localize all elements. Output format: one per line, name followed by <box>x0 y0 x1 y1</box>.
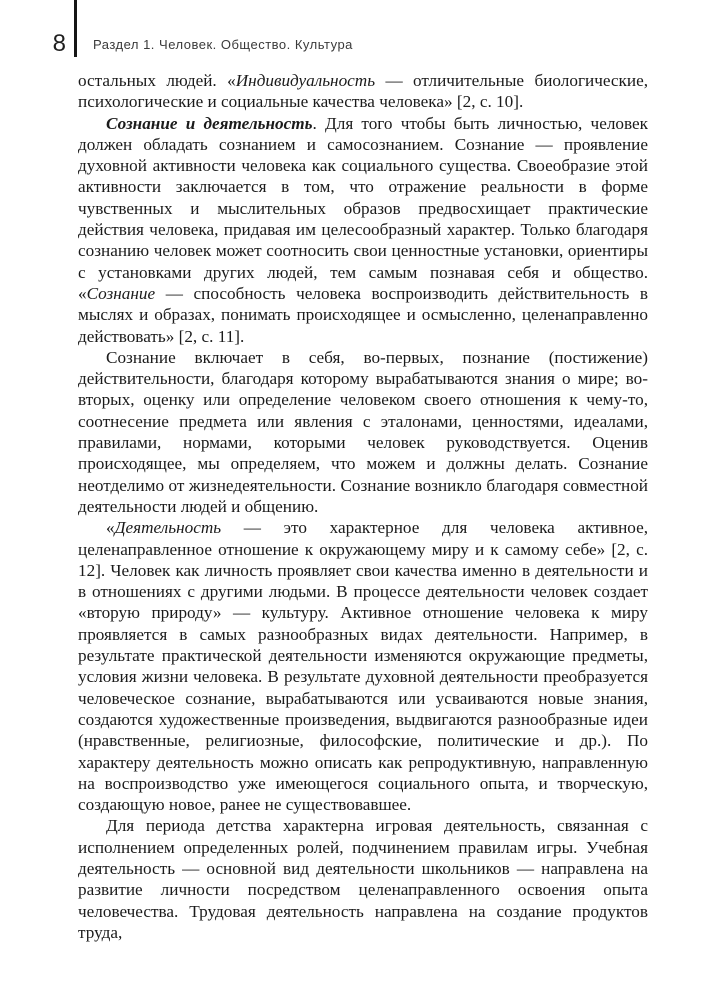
page-header <box>0 0 353 57</box>
section-title: Раздел 1. Человек. Общество. Культура <box>93 37 353 52</box>
paragraph <box>78 815 648 943</box>
text-segment-normal: Для периода детства характерна игровая деятельность, связанная с исполнением определенных ролей, подчинением правилам игры. Учебная деятельность — основной вид деятельности школьников — направлена на развитие личности посредством целенаправленного освоения опыта человечества. Трудовая деятельность направлена на создание продуктов труда, <box>78 816 648 942</box>
paragraph <box>78 70 648 113</box>
text-segment-italic: Деятельность <box>114 518 222 538</box>
paragraph <box>78 517 648 815</box>
text-segment-italic: Сознание <box>86 283 156 303</box>
page-body <box>78 70 648 943</box>
text-segment-normal: Сознание включает в себя, во-первых, познание (постижение) действительности, благодаря которому вырабатываются знания о мире; во-вторых, оценку или определение человеком своего отношения к чему-то, соотнесение предмета или явления с эталонами, ценностями, идеалами, правилами, нормами, которыми человек руководствуется. Оценив происходящее, мы определяем, что можем и должны делать. Сознание неотделимо от жизнедеятельности. Сознание возникло благодаря совместной деятельности людей и общению. <box>78 347 648 516</box>
text-segment-normal: — это характерное для человека активное, целенаправленное отношение к окружающему миру и к самому себе» [2, с. 12]. Человек как личность проявляет свои качества именно в деятельности и в отношениях с другими людьми. В процессе деятельности человек создает «вторую природу» — культуру. Активное отношение человека к миру проявляется в самых разнообразных видах деятельности. Например, в результате практической деятельности изменяются окружающие предметы, условия жизни человека. В результате духовной деятельности преобразуется человеческое сознание, вырабатываются или усваиваются новые знания, создаются художественные произведения, выдвигаются разнообразные идеи (нравственные, религиозные, философские, политические и др.). По характеру деятельность можно описать как репродуктивную, направленную на воспроизводство уже имеющегося социального опыта, и творческую, создающую новое, ранее не существовавшее. <box>78 518 648 815</box>
paragraph <box>78 347 648 517</box>
text-segment-normal: — отличительные биологические, психологические и социальные качества человека» [2, с. 10]. <box>78 71 648 112</box>
text-segment-normal: . Для того чтобы быть личностью, человек должен обладать сознанием и самосознанием. Сознание — проявление духовной активности человека как социального существа. Своеобразие этой активности заключается в том, что отражение реальности в форме чувственных и мыслительных образов предвосхищает практические действия человека, придавая им целесообразный характер. Только благодаря сознанию человек может соотносить свои ценностные установки, ориентиры с установками других людей, тем самым познавая себя и общество. « <box>78 113 648 303</box>
paragraph <box>78 113 648 347</box>
text-segment-normal: « <box>106 518 115 538</box>
text-segment-normal: — способность человека воспроизводить действительность в мыслях и образах, понимать происходящее и осмысленно, целенаправленно действовать» [2, с. 11]. <box>78 283 648 346</box>
text-segment-normal: остальных людей. « <box>78 71 236 90</box>
text-segment-bold-italic: Сознание и деятельность <box>106 113 313 133</box>
page-number: 8 <box>52 30 66 57</box>
text-segment-italic: Индивидуальность <box>235 71 376 90</box>
